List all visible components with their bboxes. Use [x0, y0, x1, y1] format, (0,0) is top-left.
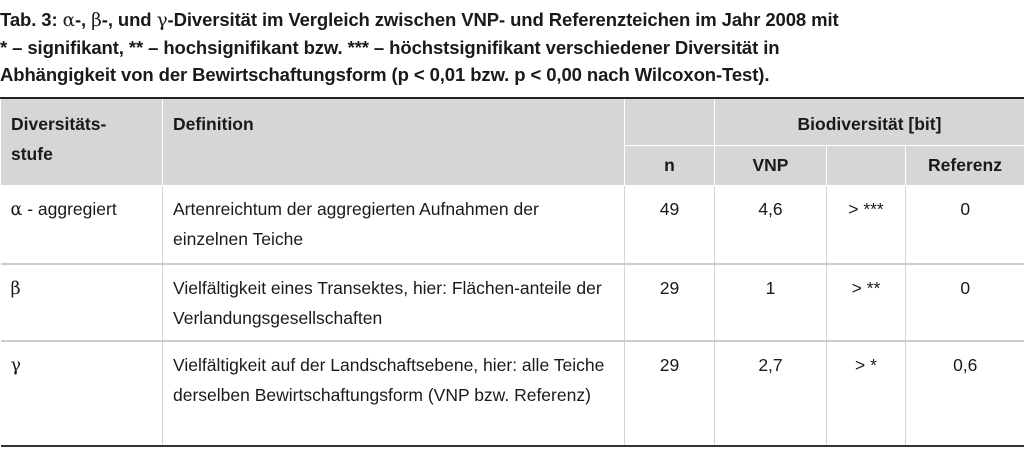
cell-definition: Artenreichtum der aggregierten Aufnahmen der einzelnen Teiche: [163, 185, 625, 264]
header-referenz: Referenz: [906, 145, 1024, 185]
caption-beta: β: [91, 10, 102, 31]
cell-vnp: 1: [715, 264, 827, 341]
header-sig: [827, 145, 906, 185]
diversity-table: [0, 97, 1024, 447]
table-caption: [0, 6, 1024, 88]
cell-vnp: 4,6: [715, 185, 827, 264]
cell-vnp: 2,7: [715, 341, 827, 446]
header-definition: Definition: [163, 98, 625, 185]
caption-line-2: * – signifikant, ** – hochsignifikant bzw. *** – höchstsignifikant verschiedener Diversität in: [0, 37, 780, 58]
caption-line-1: [0, 6, 1024, 34]
cell-definition: Vielfältigkeit eines Transektes, hier: Flächen-anteile der Verlandungsgesellschaften: [163, 264, 625, 341]
cell-definition: Vielfältigkeit auf der Landschaftsebene, hier: alle Teiche derselben Bewirtschaftungsform (VNP bzw. Referenz): [163, 341, 625, 446]
table-row: [1, 185, 1024, 264]
caption-gamma: γ: [156, 10, 168, 31]
cell-sig: > **: [827, 264, 906, 341]
header-stufe: Diversitäts-stufe: [1, 98, 163, 185]
cell-n: 29: [625, 264, 715, 341]
table-row: [1, 264, 1024, 341]
greek-beta: β: [10, 279, 21, 299]
greek-alpha: α: [10, 199, 23, 220]
cell-stufe: [1, 264, 163, 341]
cell-stufe: [1, 341, 163, 446]
table-row: [1, 341, 1024, 446]
header-row-1: [1, 98, 1024, 145]
cell-n: 29: [625, 341, 715, 446]
cell-sig: > *: [827, 341, 906, 446]
header-empty: [625, 98, 715, 145]
caption-prefix: Tab. 3:: [0, 9, 58, 30]
header-biodiversitaet: Biodiversität [bit]: [715, 98, 1024, 145]
caption-alpha: α: [62, 10, 75, 31]
greek-gamma: γ: [10, 356, 21, 376]
cell-n: 49: [625, 185, 715, 264]
caption-line-3: Abhängigkeit von der Bewirtschaftungsform (p < 0,01 bzw. p < 0,00 nach Wilcoxon-Test).: [0, 64, 770, 85]
caption-line1-rest: -Diversität im Vergleich zwischen VNP- und Referenzteichen im Jahr 2008 mit: [167, 9, 839, 30]
header-n: n: [625, 145, 715, 185]
cell-referenz: 0,6: [906, 341, 1024, 446]
caption-sep-2: -, und: [101, 9, 152, 30]
cell-referenz: 0: [906, 264, 1024, 341]
caption-sep-1: -,: [75, 9, 87, 30]
cell-stufe: [1, 185, 163, 264]
header-vnp: VNP: [715, 145, 827, 185]
stufe-text: - aggregiert: [22, 198, 117, 219]
cell-sig: > ***: [827, 185, 906, 264]
cell-referenz: 0: [906, 185, 1024, 264]
